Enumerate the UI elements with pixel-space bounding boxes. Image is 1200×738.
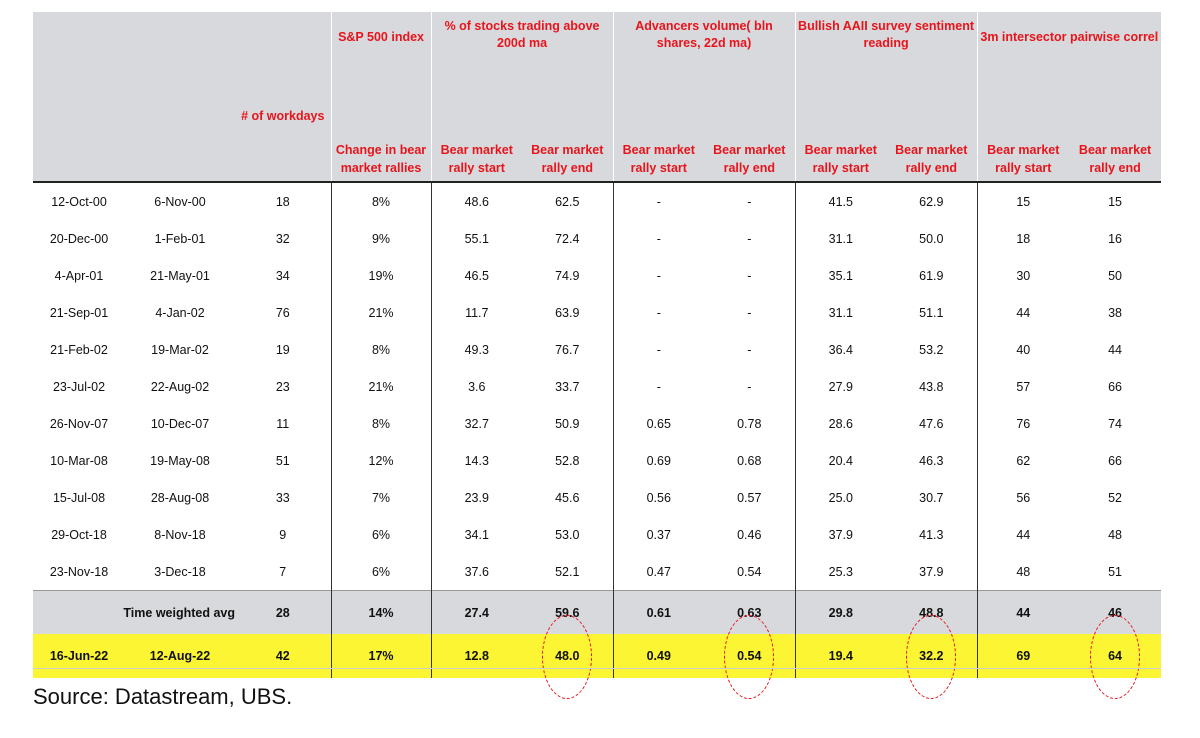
cell-pct-start: 55.1: [431, 220, 522, 257]
cell-adv-start: 0.37: [613, 516, 704, 553]
header-adv-start: Bear market rally start: [613, 93, 704, 182]
current-adv-end: 0.54: [704, 634, 795, 678]
cell-pct-end: 33.7: [555, 379, 580, 394]
current-change: 17%: [331, 634, 431, 678]
cell-aaii-start: 28.6: [795, 405, 886, 442]
table-row: [33, 442, 1161, 479]
cell-aaii-start: 31.1: [795, 220, 886, 257]
cell-end-date: 3-Dec-18: [154, 564, 206, 579]
current-pct-start: 12.8: [431, 634, 522, 678]
cell-aaii-start: 27.9: [795, 368, 886, 405]
cell-pct-end: 52.1: [555, 564, 580, 579]
table-row: [33, 294, 1161, 331]
cell-pct-end: 72.4: [555, 231, 580, 246]
cell-pct-end: 62.5: [522, 182, 613, 220]
cell-adv-end: -: [747, 268, 752, 283]
cell-aaii-start: 37.9: [795, 516, 886, 553]
avg-label: Time weighted avg: [33, 591, 235, 635]
avg-aaii-end: [886, 591, 977, 635]
cell-pct-start: 37.6: [431, 553, 522, 591]
cell-workdays: 19: [275, 342, 290, 357]
cell-end-date: 22-Aug-02: [150, 379, 210, 394]
cell-aaii-start: 25.0: [795, 479, 886, 516]
header-dates-blank: [33, 93, 235, 182]
cell-aaii-start: 20.4: [795, 442, 886, 479]
cell-aaii-start: 35.1: [795, 257, 886, 294]
cell-workdays: 32: [275, 231, 290, 246]
cell-change: 21%: [331, 368, 431, 405]
cell-cor-end: 52: [1108, 490, 1122, 505]
header-aaii-sentiment: Bullish AAII survey sentiment reading: [795, 12, 977, 93]
cell-start-date: 21-Sep-01: [49, 305, 109, 320]
cell-pct-end: 76.7: [555, 342, 580, 357]
cell-start-date: 15-Jul-08: [52, 490, 106, 505]
cell-workdays: 33: [275, 490, 290, 505]
cell-end-date: 21-May-01: [150, 268, 210, 283]
cell-adv-start: 0.65: [613, 405, 704, 442]
cell-change: 6%: [331, 516, 431, 553]
cell-aaii-end: 61.9: [919, 268, 944, 283]
cell-end-date: 10-Dec-07: [150, 416, 210, 431]
cell-aaii-end: 53.2: [919, 342, 944, 357]
cell-change: 21%: [331, 294, 431, 331]
cell-adv-start: -: [613, 182, 704, 220]
cell-cor-start: 62: [977, 442, 1069, 479]
cell-end-date: 4-Jan-02: [155, 305, 205, 320]
cell-pct-start: 3.6: [431, 368, 522, 405]
cell-cor-start: 57: [977, 368, 1069, 405]
cell-adv-start: -: [613, 331, 704, 368]
header-pct-above-200d: % of stocks trading above 200d ma: [431, 12, 613, 93]
cell-pct-start: 48.6: [431, 182, 522, 220]
cell-end-date: 6-Nov-00: [125, 182, 235, 220]
cell-pct-end: 50.9: [555, 416, 580, 431]
cell-adv-end: 0.57: [737, 490, 762, 505]
cell-aaii-end: 37.9: [919, 564, 944, 579]
cell-pct-start: 11.7: [431, 294, 522, 331]
header-cor-start: Bear market rally start: [977, 93, 1069, 182]
table-row: [33, 405, 1161, 442]
cell-aaii-start: 41.5: [795, 182, 886, 220]
current-pct-end: 48.0: [522, 634, 613, 678]
header-pct-start: Bear market rally start: [431, 93, 522, 182]
cell-pct-start: 14.3: [431, 442, 522, 479]
cell-adv-end: 0.68: [737, 453, 762, 468]
cell-aaii-start: 25.3: [795, 553, 886, 591]
current-adv-start: 0.49: [613, 634, 704, 678]
cell-start-date: 26-Nov-07: [49, 416, 109, 431]
cell-cor-end: 44: [1108, 342, 1122, 357]
header-blank: [33, 12, 331, 93]
table-row: [33, 257, 1161, 294]
cell-cor-start: 44: [977, 294, 1069, 331]
cell-pct-start: 49.3: [431, 331, 522, 368]
cell-aaii-end: 41.3: [919, 527, 944, 542]
cell-pct-end: 52.8: [555, 453, 580, 468]
table-row: [33, 182, 1161, 220]
cell-pct-end: 53.0: [555, 527, 580, 542]
source-note: Source: Datastream, UBS.: [33, 684, 293, 709]
cell-cor-end: 51: [1108, 564, 1122, 579]
current-aaii-start: 19.4: [795, 634, 886, 678]
cell-adv-start: 0.56: [613, 479, 704, 516]
cell-pct-end: 63.9: [555, 305, 580, 320]
avg-pct-end-value: 59.6: [555, 605, 580, 620]
table-row: [33, 331, 1161, 368]
table-row: [33, 553, 1161, 591]
cell-change: 8%: [331, 331, 431, 368]
cell-adv-end: -: [704, 182, 795, 220]
avg-cor-end-value: 46: [1108, 605, 1122, 620]
cell-aaii-end: 43.8: [919, 379, 944, 394]
cell-cor-end: 66: [1108, 379, 1122, 394]
cell-aaii-end: 30.7: [919, 490, 944, 505]
table-row: [33, 220, 1161, 257]
cell-change: 7%: [331, 479, 431, 516]
cell-pct-end: 45.6: [555, 490, 580, 505]
cell-cor-start: 15: [977, 182, 1069, 220]
cell-adv-start: 0.69: [613, 442, 704, 479]
cell-adv-start: -: [613, 294, 704, 331]
cell-adv-start: -: [613, 257, 704, 294]
cell-start-date: 20-Dec-00: [49, 231, 109, 246]
cell-cor-end: 15: [1069, 182, 1161, 220]
header-adv-end: Bear market rally end: [704, 93, 795, 182]
avg-adv-end-value: 0.63: [737, 605, 762, 620]
header-row-bottom: [33, 93, 1161, 182]
cell-cor-start: 56: [977, 479, 1069, 516]
cell-aaii-start: 36.4: [795, 331, 886, 368]
avg-change: 14%: [331, 591, 431, 635]
header-pct-end: Bear market rally end: [522, 93, 613, 182]
cell-adv-end: 0.78: [737, 416, 762, 431]
cell-aaii-end: 51.1: [919, 305, 944, 320]
current-end-date: 12-Aug-22: [125, 634, 235, 678]
cell-aaii-start: 31.1: [795, 294, 886, 331]
header-aaii-start: Bear market rally start: [795, 93, 886, 182]
cell-end-date: 1-Feb-01: [154, 231, 206, 246]
cell-end-date: 19-May-08: [150, 453, 210, 468]
cell-start-date: 23-Jul-02: [52, 379, 106, 394]
table-body: [33, 182, 1161, 678]
avg-adv-start: 0.61: [613, 591, 704, 635]
table-row: [33, 479, 1161, 516]
avg-workdays: 28: [235, 591, 331, 635]
avg-cor-start: 44: [977, 591, 1069, 635]
cell-workdays: 51: [275, 453, 290, 468]
cell-adv-end: 0.46: [737, 527, 762, 542]
header-correl: 3m intersector pairwise correl: [977, 12, 1161, 93]
cell-cor-start: 30: [977, 257, 1069, 294]
cell-adv-end: -: [747, 305, 752, 320]
cell-aaii-end: 47.6: [919, 416, 944, 431]
cell-aaii-end: 46.3: [919, 453, 944, 468]
table-row: [33, 368, 1161, 405]
cell-adv-start: -: [613, 368, 704, 405]
cell-end-date: 28-Aug-08: [150, 490, 210, 505]
avg-aaii-start: 29.8: [795, 591, 886, 635]
cell-cor-end: 74: [1108, 416, 1122, 431]
cell-adv-start: -: [613, 220, 704, 257]
avg-pct-start: 27.4: [431, 591, 522, 635]
avg-row: [33, 591, 1161, 635]
cell-cor-start: 40: [977, 331, 1069, 368]
current-start-date: 16-Jun-22: [33, 634, 125, 678]
cell-end-date: 19-Mar-02: [151, 342, 209, 357]
cell-start-date: 29-Oct-18: [51, 527, 107, 542]
cell-cor-start: 76: [977, 405, 1069, 442]
header-cor-end: Bear market rally end: [1069, 93, 1161, 182]
cell-aaii-end: 50.0: [919, 231, 944, 246]
header-row-top: [33, 12, 1161, 93]
current-aaii-end: 32.2: [886, 634, 977, 678]
cell-cor-end: 16: [1108, 231, 1122, 246]
cell-change: 19%: [331, 257, 431, 294]
cell-cor-start: 44: [977, 516, 1069, 553]
cell-change: 6%: [331, 553, 431, 591]
cell-end-date: 8-Nov-18: [154, 527, 206, 542]
cell-workdays: 76: [275, 305, 290, 320]
avg-cor-end: [1069, 591, 1161, 635]
cell-change: 9%: [331, 220, 431, 257]
cell-adv-end: -: [747, 379, 752, 394]
current-cor-start: 69: [977, 634, 1069, 678]
cell-cor-end: 66: [1108, 453, 1122, 468]
header-workdays: # of workdays: [235, 93, 331, 182]
cell-workdays: 7: [279, 564, 287, 579]
cell-pct-start: 34.1: [431, 516, 522, 553]
cell-pct-start: 32.7: [431, 405, 522, 442]
cell-adv-end: -: [747, 342, 752, 357]
cell-workdays: 34: [275, 268, 290, 283]
cell-cor-start: 18: [977, 220, 1069, 257]
avg-adv-end: [704, 591, 795, 635]
cell-workdays: 9: [279, 527, 287, 542]
cell-change: 8%: [331, 405, 431, 442]
cell-workdays: 18: [235, 182, 331, 220]
cell-aaii-end: 62.9: [886, 182, 977, 220]
cell-cor-end: 48: [1108, 527, 1122, 542]
cell-start-date: 21-Feb-02: [50, 342, 108, 357]
header-aaii-end: Bear market rally end: [886, 93, 977, 182]
header-advancers-volume: Advancers volume( bln shares, 22d ma): [613, 12, 795, 93]
table-row: [33, 516, 1161, 553]
cell-workdays: 23: [275, 379, 290, 394]
cell-adv-start: 0.47: [613, 553, 704, 591]
cell-start-date: 12-Oct-00: [33, 182, 125, 220]
cell-start-date: 10-Mar-08: [50, 453, 108, 468]
data-table-wrapper: [33, 12, 1161, 678]
avg-aaii-end-value: 48.8: [919, 605, 944, 620]
cell-adv-end: 0.54: [737, 564, 762, 579]
current-workdays: 42: [235, 634, 331, 678]
current-cor-end: 64: [1069, 634, 1161, 678]
cell-adv-end: -: [747, 231, 752, 246]
cell-cor-end: 50: [1108, 268, 1122, 283]
bear-market-rally-table: [33, 12, 1161, 678]
cell-change: 8%: [331, 182, 431, 220]
cell-cor-start: 48: [977, 553, 1069, 591]
cell-pct-start: 23.9: [431, 479, 522, 516]
header-sp500: S&P 500 index: [331, 12, 431, 93]
cell-change: 12%: [331, 442, 431, 479]
cell-cor-end: 38: [1108, 305, 1122, 320]
current-rally-row: [33, 634, 1161, 678]
cell-start-date: 23-Nov-18: [49, 564, 109, 579]
header-change: Change in bear market rallies: [331, 93, 431, 182]
cell-pct-start: 46.5: [431, 257, 522, 294]
cell-pct-end: 74.9: [555, 268, 580, 283]
cell-workdays: 11: [276, 416, 290, 431]
divider: [33, 668, 1161, 669]
avg-pct-end: [522, 591, 613, 635]
cell-start-date: 4-Apr-01: [54, 268, 104, 283]
